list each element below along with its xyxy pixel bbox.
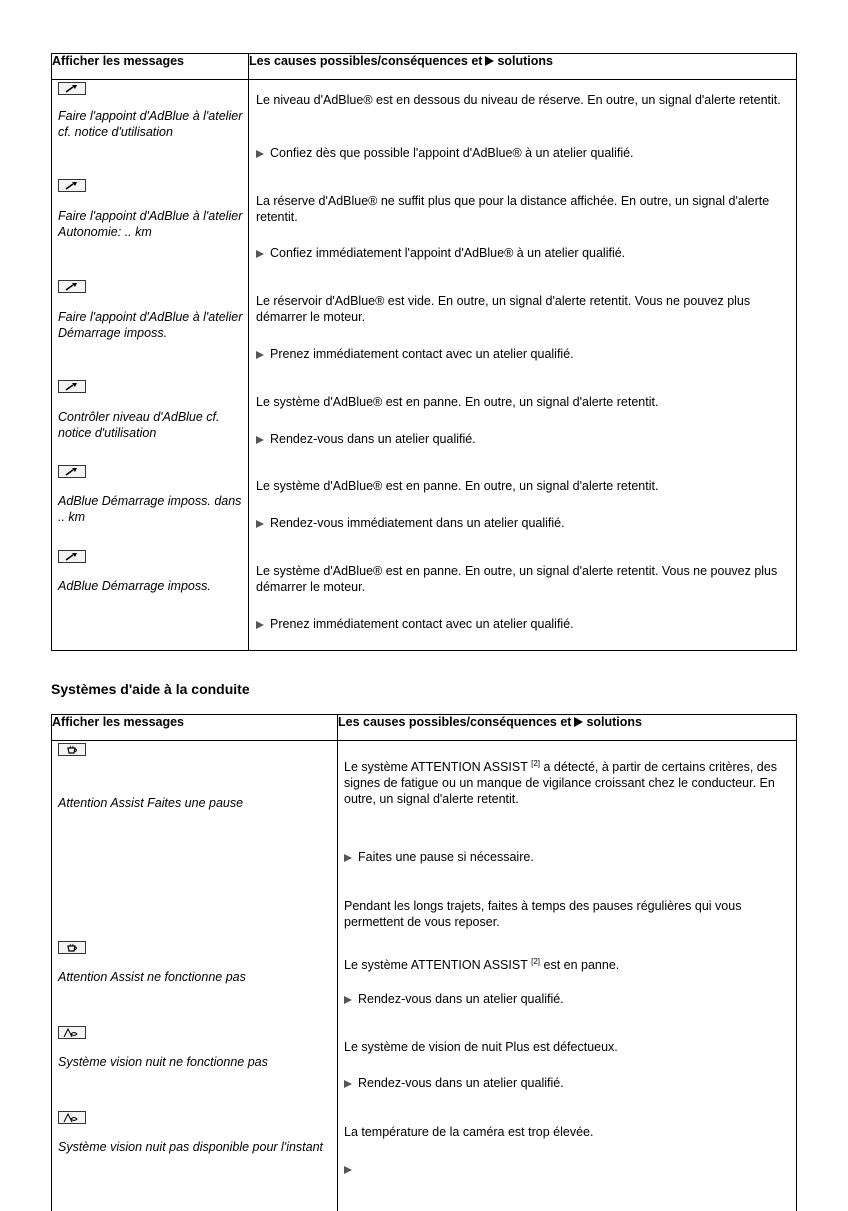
wrench-icon xyxy=(58,179,86,192)
solution-text: Confiez immédiatement l'appoint d'AdBlue® à un atelier qualifié. xyxy=(256,245,791,261)
wrench-icon xyxy=(58,280,86,293)
message-text: Contrôler niveau d'AdBlue cf. notice d'utilisation xyxy=(58,409,243,441)
messages-column xyxy=(52,80,249,651)
coffee-cup-icon xyxy=(58,941,86,954)
cause-text: Le système d'AdBlue® est en panne. En outre, un signal d'alerte retentit. xyxy=(256,478,791,494)
cause-text: La réserve d'AdBlue® ne suffit plus que pour la distance affichée. En outre, un signal d'alerte retentit. xyxy=(256,193,791,225)
arrow-right-icon xyxy=(256,520,264,528)
arrow-right-icon xyxy=(485,56,494,66)
night-vision-icon xyxy=(58,1026,86,1039)
message-text: Attention Assist ne fonctionne pas xyxy=(58,969,333,985)
cause-text: Le réservoir d'AdBlue® est vide. En outre, un signal d'alerte retentit. Vous ne pouvez plus démarrer le moteur. xyxy=(256,293,791,325)
message-text: Faire l'appoint d'AdBlue à l'atelier Démarrage imposs. xyxy=(58,309,243,341)
arrow-right-icon xyxy=(256,150,264,158)
solution-text: Rendez-vous immédiatement dans un atelier qualifié. xyxy=(256,515,791,531)
causes-column xyxy=(249,80,797,651)
arrow-right-icon xyxy=(256,436,264,444)
cause-text: Le système ATTENTION ASSIST [2] est en panne. xyxy=(344,954,792,973)
wrench-icon xyxy=(58,380,86,393)
solution-text xyxy=(344,1161,792,1177)
driving-assistance-table xyxy=(51,714,797,1211)
message-text: Faire l'appoint d'AdBlue à l'atelier Autonomie: .. km xyxy=(58,208,243,240)
arrow-right-icon xyxy=(344,996,352,1004)
arrow-right-icon xyxy=(256,351,264,359)
message-text: AdBlue Démarrage imposs. dans .. km xyxy=(58,493,243,525)
arrow-right-icon xyxy=(344,1166,352,1174)
header-causes-solutions: Les causes possibles/conséquences et solutions xyxy=(338,715,797,741)
solution-text: Rendez-vous dans un atelier qualifié. xyxy=(344,1075,792,1091)
header-display-messages: Afficher les messages xyxy=(52,715,338,741)
cause-text: Le système d'AdBlue® est en panne. En outre, un signal d'alerte retentit. xyxy=(256,394,791,410)
cause-text: Le système ATTENTION ASSIST [2] a détecté, à partir de certains critères, des signes de fatigue ou un manque de vigilance croissant chez le conducteur. En outre, un signal d'alerte retentit. xyxy=(344,756,792,807)
solution-text: Rendez-vous dans un atelier qualifié. xyxy=(256,431,791,447)
message-text: Faire l'appoint d'AdBlue à l'atelier cf. notice d'utilisation xyxy=(58,108,243,140)
cause-text: Le système de vision de nuit Plus est défectueux. xyxy=(344,1039,792,1055)
wrench-icon xyxy=(58,465,86,478)
solution-text: Rendez-vous dans un atelier qualifié. xyxy=(344,991,792,1007)
header-display-messages: Afficher les messages xyxy=(52,54,249,80)
message-text: Système vision nuit pas disponible pour l'instant xyxy=(58,1139,333,1155)
cause-text: Le niveau d'AdBlue® est en dessous du niveau de réserve. En outre, un signal d'alerte retentit. xyxy=(256,92,791,108)
header-causes-solutions: Les causes possibles/conséquences et solutions xyxy=(249,54,797,80)
table-body xyxy=(52,80,797,651)
note-text: Pendant les longs trajets, faites à temps des pauses régulières qui vous permettent de vous reposer. xyxy=(344,898,792,930)
cause-text: La température de la caméra est trop élevée. xyxy=(344,1124,792,1140)
wrench-icon xyxy=(58,550,86,563)
wrench-icon xyxy=(58,82,86,95)
message-text: Système vision nuit ne fonctionne pas xyxy=(58,1054,333,1070)
message-text: Attention Assist Faites une pause xyxy=(58,795,333,811)
solution-text: Prenez immédiatement contact avec un atelier qualifié. xyxy=(256,616,791,632)
message-text: AdBlue Démarrage imposs. xyxy=(58,578,243,594)
arrow-right-icon xyxy=(344,1080,352,1088)
messages-column xyxy=(52,741,338,1211)
table-header xyxy=(52,54,797,80)
table-header xyxy=(52,715,797,741)
arrow-right-icon xyxy=(574,717,583,727)
solution-text: Confiez dès que possible l'appoint d'AdBlue® à un atelier qualifié. xyxy=(256,145,791,161)
coffee-cup-icon xyxy=(58,743,86,756)
arrow-right-icon xyxy=(256,621,264,629)
section-title: Systèmes d'aide à la conduite xyxy=(51,681,250,697)
night-vision-icon xyxy=(58,1111,86,1124)
adblue-messages-table xyxy=(51,53,797,651)
arrow-right-icon xyxy=(344,854,352,862)
solution-text: Prenez immédiatement contact avec un atelier qualifié. xyxy=(256,346,791,362)
causes-column xyxy=(338,741,797,1211)
table-body xyxy=(52,741,797,1211)
solution-text: Faites une pause si nécessaire. xyxy=(344,849,792,865)
cause-text: Le système d'AdBlue® est en panne. En outre, un signal d'alerte retentit. Vous ne pouvez plus démarrer le moteur. xyxy=(256,563,791,595)
arrow-right-icon xyxy=(256,250,264,258)
